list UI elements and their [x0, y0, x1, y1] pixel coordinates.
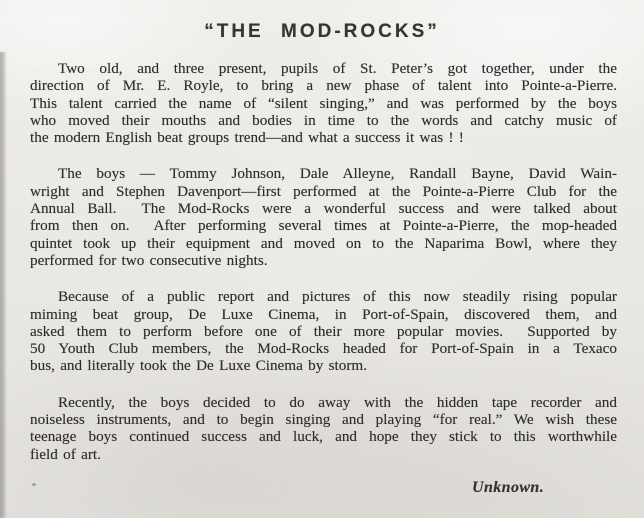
text-line: from then on. After performing several times at Pointe-a-Pierre, the mop-headed — [30, 217, 617, 235]
text-line: bus, and literally took the De Luxe Cinema by storm. — [30, 357, 368, 375]
paragraph — [30, 394, 617, 463]
text-line: Two old, and three present, pupils of St. Peter’s got together, under the — [58, 60, 617, 77]
text-line: 50 Youth Club members, the Mod-Rocks headed for Port-of-Spain in a Texaco — [30, 340, 617, 358]
scan-speck — [32, 483, 36, 486]
text-line: who moved their mouths and bodies in time to the words and catchy music of — [30, 111, 617, 129]
text-line: direction of Mr. E. Royle, to bring a new phase of talent into Pointe-a-Pierre. — [30, 77, 617, 95]
paragraph — [30, 288, 617, 374]
author-signature: Unknown. — [472, 479, 545, 496]
article-title: “THE MOD-ROCKS” — [204, 21, 440, 42]
paragraph — [30, 165, 617, 269]
text-line: Annual Ball. The Mod-Rocks were a wonderful success and were talked about — [30, 200, 617, 218]
article-body — [30, 60, 617, 482]
text-line: quintet took up their equipment and moved on to the Naparima Bowl, where they — [30, 234, 617, 252]
text-line: Because of a public report and pictures of this now steadily rising popular — [58, 288, 617, 306]
text-line: teenage boys continued success and luck, and hope they stick to this worthwhile — [30, 428, 617, 446]
text-line: Recently, the boys decided to do away with the hidden tape recorder and — [58, 393, 617, 411]
text-line: field of art. — [30, 445, 101, 463]
text-line: This talent carried the name of “silent singing,” and was performed by the boys — [30, 94, 617, 112]
text-line: The boys — Tommy Johnson, Dale Alleyne, Randall Bayne, David Wain- — [58, 165, 617, 183]
scan-edge-shadow — [0, 52, 7, 518]
text-line: asked them to perform before one of their more popular movies. Supported by — [30, 322, 617, 340]
text-line: noiseless instruments, and to begin singing and playing “for real.” We wish these — [30, 411, 617, 429]
paragraph — [30, 60, 617, 146]
text-line: the modern English beat groups trend—and what a success it was ! ! — [30, 129, 464, 147]
text-line: wright and Stephen Davenport—first performed at the Pointe-a-Pierre Club for the — [30, 182, 617, 200]
text-line: miming beat group, De Luxe Cinema, in Port-of-Spain, discovered them, and — [30, 305, 617, 323]
text-line: performed for two consecutive nights. — [30, 251, 268, 269]
